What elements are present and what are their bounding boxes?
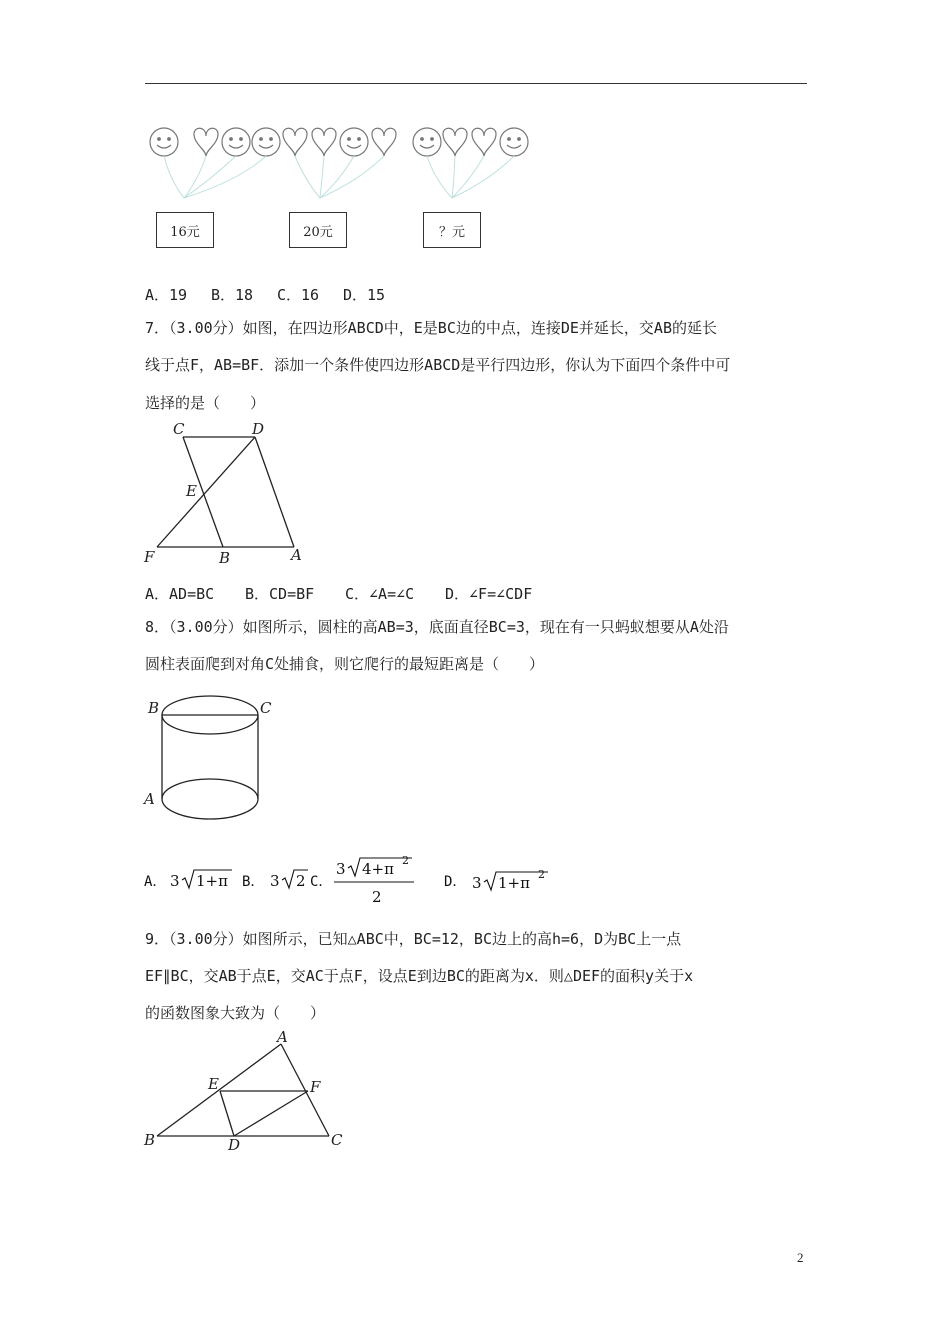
q7-label-f: F — [144, 548, 155, 566]
q7-option-a: A．AD=BC — [145, 585, 215, 603]
q7-label-e: E — [186, 482, 197, 500]
price-box-2: 20元 — [289, 212, 347, 248]
q8-option-b-coef: 3 — [270, 872, 280, 890]
q7-label-a: A — [291, 546, 302, 564]
q7-option-c: C．∠A=∠C — [345, 585, 415, 603]
q6-option-d: D．15 — [343, 286, 386, 304]
q9-text-line-3: 的函数图象大致为（ ） — [145, 1004, 326, 1022]
q7-options — [145, 584, 532, 604]
heart-balloon-icon — [443, 128, 467, 156]
q8-text-line-1: 8．（3.00分）如图所示，圆柱的高AB=3，底面直径BC=3，现在有一只蚂蚁想要从A处沿 — [145, 618, 729, 636]
q6-option-a: A．19 — [145, 286, 188, 304]
heart-balloon-icon — [312, 128, 336, 156]
q8-label-b: B — [148, 699, 160, 717]
q8-option-a-label: A． — [144, 874, 167, 890]
q8-option-c-den: 2 — [372, 888, 382, 906]
q6-balloons-figure — [140, 120, 550, 200]
q8-label-c: C — [260, 699, 272, 717]
q9-text-line-2: EF∥BC，交AB于点E，交AC于点F，设点E到边BC的距离为x．则△DEF的面积y关于x — [145, 967, 694, 985]
q9-label-c: C — [331, 1131, 343, 1149]
q8-label-a: A — [144, 790, 155, 808]
q8-option-b-label: B． — [242, 874, 265, 890]
heart-balloon-icon — [283, 128, 307, 156]
q9-label-a: A — [277, 1030, 288, 1046]
q8-option-d-exp: 2 — [538, 868, 545, 881]
smiley-balloon-icon — [500, 128, 528, 156]
q8-option-c-exp: 2 — [402, 854, 409, 867]
q8-option-c-radicand: 4+π — [362, 860, 394, 878]
q6-options — [145, 285, 385, 305]
heart-balloon-icon — [194, 128, 218, 156]
q8-option-d-label: D． — [444, 874, 467, 890]
smiley-balloon-icon — [222, 128, 250, 156]
q7-text-line-3: 选择的是（ ） — [145, 394, 266, 412]
q8-cylinder-figure — [140, 693, 290, 823]
q8-option-d-coef: 3 — [472, 874, 482, 892]
q9-triangle-figure — [140, 1030, 360, 1160]
q8-option-a-coef: 3 — [170, 872, 180, 890]
q8-text-line-2: 圆柱表面爬到对角C处捕食，则它爬行的最短距离是（ ） — [145, 655, 545, 673]
q8-option-a-radicand: 1+π — [196, 872, 228, 890]
heart-balloon-icon — [472, 128, 496, 156]
q9-label-d: D — [228, 1136, 241, 1154]
q7-text-line-2: 线于点F，AB=BF．添加一个条件使四边形ABCD是平行四边形，你认为下面四个条件中可 — [145, 356, 731, 374]
q7-label-c: C — [173, 420, 185, 438]
q7-label-d: D — [252, 420, 265, 438]
q9-label-e: E — [208, 1075, 219, 1093]
q8-options-math — [140, 850, 560, 910]
q8-option-c-label: C． — [310, 874, 333, 890]
smiley-balloon-icon — [340, 128, 368, 156]
q7-option-b: B．CD=BF — [245, 585, 315, 603]
q7-label-b: B — [219, 549, 231, 567]
heart-balloon-icon — [372, 128, 396, 156]
page-number: 2 — [797, 1250, 804, 1265]
q7-text-line-1: 7．（3.00分）如图，在四边形ABCD中，E是BC边的中点，连接DE并延长，交AB的延长 — [145, 319, 717, 337]
price-box-1: 16元 — [156, 212, 214, 248]
smiley-balloon-icon — [150, 128, 178, 156]
q6-option-c: C．16 — [277, 286, 320, 304]
smiley-balloon-icon — [413, 128, 441, 156]
q8-option-b-radicand: 2 — [296, 872, 306, 890]
q7-quadrilateral-figure — [140, 418, 320, 570]
q7-option-d: D．∠F=∠CDF — [445, 585, 533, 603]
header-rule — [145, 83, 807, 84]
q8-option-c-coef: 3 — [336, 860, 346, 878]
q9-label-f: F — [310, 1078, 321, 1096]
price-box-3: ？元 — [423, 212, 481, 248]
smiley-balloon-icon — [252, 128, 280, 156]
q8-option-d-radicand: 1+π — [498, 874, 530, 892]
q9-label-b: B — [144, 1131, 156, 1149]
q9-text-line-1: 9．（3.00分）如图所示，已知△ABC中，BC=12，BC边上的高h=6，D为BC上一点 — [145, 930, 682, 948]
q6-option-b: B．18 — [211, 286, 254, 304]
